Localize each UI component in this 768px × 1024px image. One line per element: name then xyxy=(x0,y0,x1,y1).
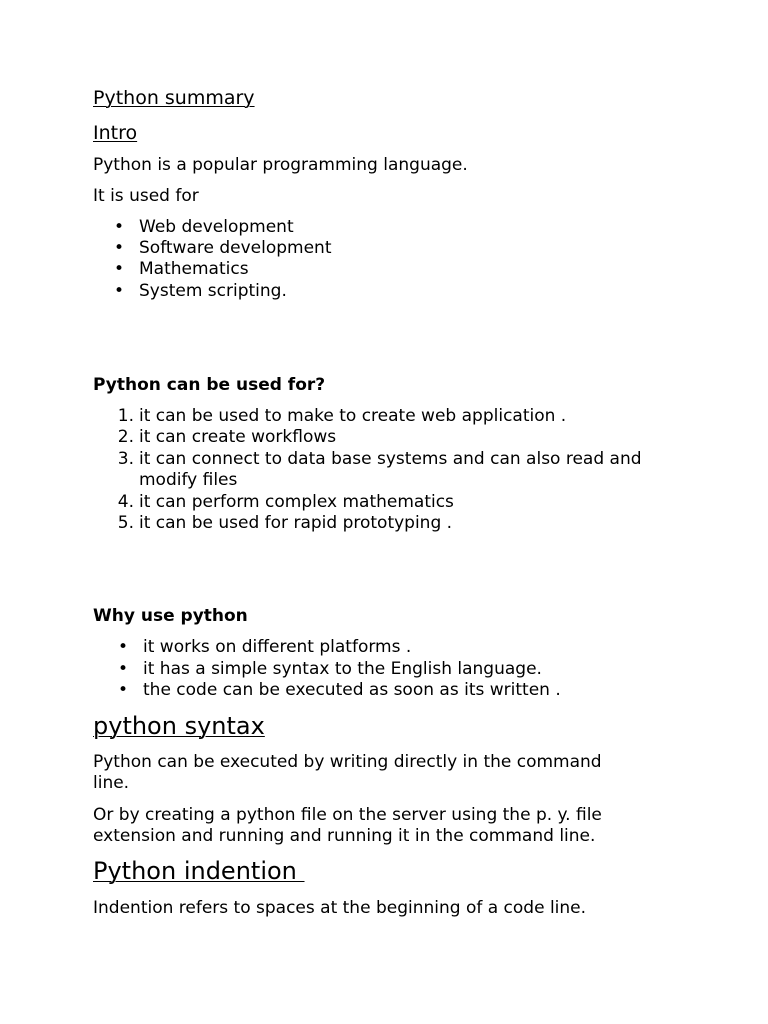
list-item: it works on different platforms . xyxy=(143,637,412,657)
bullet-marker: • xyxy=(114,217,125,237)
list-item: it can create workflows xyxy=(139,427,337,447)
bullet-marker: • xyxy=(114,259,125,279)
list-item: Software development xyxy=(139,238,332,258)
intro-paragraph-2: It is used for xyxy=(93,186,199,206)
bullet-marker: • xyxy=(118,680,129,700)
indention-paragraph: Indention refers to spaces at the beginning of a code line. xyxy=(93,898,587,918)
syntax-paragraph-2-line-2: extension and running and running it in the command line. xyxy=(93,826,596,846)
syntax-paragraph-1-line-2: line. xyxy=(93,773,130,793)
list-item: the code can be executed as soon as its written . xyxy=(143,680,561,700)
list-item: it can perform complex mathematics xyxy=(139,492,454,512)
list-number: 3. xyxy=(117,449,134,469)
list-item: it can be used for rapid prototyping . xyxy=(139,513,453,533)
list-item: it can connect to data base systems and can also read and xyxy=(139,449,642,469)
syntax-paragraph-1-line-1: Python can be executed by writing directly in the command xyxy=(93,752,602,772)
list-number: 5. xyxy=(117,513,134,533)
doc-title: Python summary xyxy=(93,87,255,109)
list-number: 4. xyxy=(117,492,134,512)
bullet-marker: • xyxy=(114,238,125,258)
indention-heading: Python indention xyxy=(93,857,305,885)
list-item: System scripting. xyxy=(139,281,287,301)
list-number: 1. xyxy=(117,406,134,426)
bullet-marker: • xyxy=(118,637,129,657)
list-item: Mathematics xyxy=(139,259,249,279)
bullet-marker: • xyxy=(114,281,125,301)
list-item: Web development xyxy=(139,217,294,237)
bullet-marker: • xyxy=(118,659,129,679)
list-number: 2. xyxy=(117,427,134,447)
list-item: it can be used to make to create web application . xyxy=(139,406,567,426)
syntax-paragraph-2-line-1: Or by creating a python file on the server using the p. y. file xyxy=(93,805,602,825)
list-item: it has a simple syntax to the English language. xyxy=(143,659,542,679)
used-for-heading: Python can be used for? xyxy=(93,375,326,395)
intro-heading: Intro xyxy=(93,122,138,144)
why-heading: Why use python xyxy=(93,606,248,626)
intro-paragraph-1: Python is a popular programming language. xyxy=(93,155,468,175)
list-item-continuation: modify files xyxy=(139,470,238,490)
syntax-heading: python syntax xyxy=(93,712,265,740)
